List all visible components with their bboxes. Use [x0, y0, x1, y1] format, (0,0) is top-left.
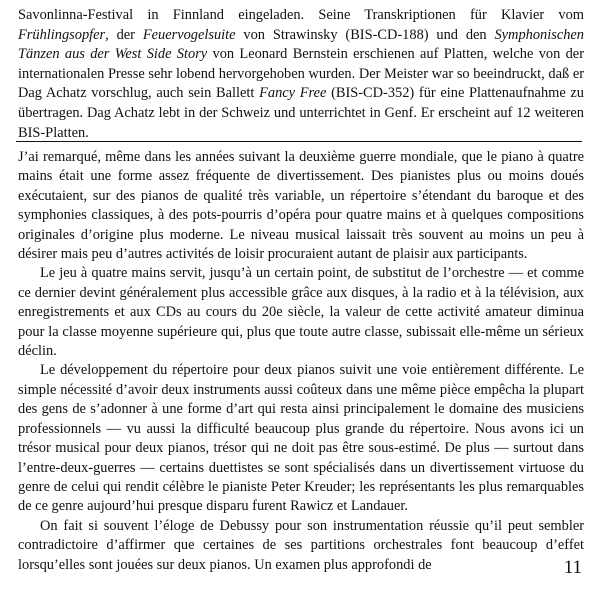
- french-paragraph-4: On fait si souvent l’éloge de Debussy pour son instrumentation réussie qu’il peut sembler contradictoire d’affirmer que certaines de ses partitions orchestrales font beaucoup d’effet lorsqu’elles sont jouées sur deux pianos. Un examen plus approfondi de: [18, 517, 584, 573]
- french-paragraph-3: Le développement du répertoire pour deux pianos suivit une voie entièrement différente. Le simple nécessité d’avoir deux instruments aussi coûteux dans une même pièce empêcha la plupart des gens de s’adonner à une forme d’art qui resta ainsi principalement le domaine des musiciens professionnels — vu aussi la difficulté beaucoup plus grande du répertoire. Nous avons ici un trésor musical pour deux pianos, trésor qui ne doit pas être sous-estimé. De plus — surtout dans l’entre-deux-guerres — certains duettistes se sont spécialisés dans un divertissement virtuose du genre de celui qui rendit célèbre le pianiste Peter Kreuder; les représentants les plus remarquables de ce genre aujourd’hui presque disparu furent Rawicz et Landauer.: [18, 362, 584, 515]
- work-title: Feuervogelsuite: [142, 26, 236, 43]
- text-run: (BIS-CD-352) für eine Plattenaufnahme zu übertragen. Dag Achatz lebt in der Schweiz und unterrichtet in Genf. Er erscheint auf 12 weiteren BIS-Platten.: [18, 85, 584, 141]
- work-title: Symphonischen Tänzen aus der West Side Story: [18, 26, 584, 63]
- text-run: von Leonard Bernstein erschienen auf Platten, welche von der internationalen Presse sehr lobend hervorgehoben wurden. Der Meister war so beeindruckt, daß er Dag Achatz vorschlug, auch sein Ballett: [18, 46, 584, 102]
- text-run: , der: [105, 26, 143, 43]
- text-run: von Strawinsky (BIS-CD-188) und den: [235, 26, 495, 43]
- german-text-block: [18, 6, 584, 143]
- french-text-block: [18, 148, 584, 575]
- french-paragraph-1: J’ai remarqué, même dans les années suivant la deuxième guerre mondiale, que le piano à quatre mains était une forme assez fréquente de divertissement. Des pianistes plus ou moins doués exécutaient, sur des pianos de qualité très variable, un répertoire s’étendant du baroque et des symphonies classiques, à des pots-pourris d’opéra pour quatre mains et à quelques compositions originales d’origine plus moderne. Le niveau musical laissait très souvent au moins un peu à désirer mais peu d’autres activités de loisir procuraient autant de plaisir aux participants.: [18, 149, 584, 263]
- page-number: 11: [563, 557, 582, 578]
- french-paragraph-2: Le jeu à quatre mains servit, jusqu’à un certain point, de substitut de l’orchestre — et comme ce dernier devint généralement plus accessible grâce aux disques, à la radio et à la télévision, aux enregistrements et aux CDs au cours du 20e siècle, la valeur de cette activité amateur diminua pour la classe moyenne supérieure qui, plus que toute autre classe, subissait elle-même un sérieux déclin.: [18, 265, 584, 360]
- section-divider: [16, 141, 582, 142]
- german-paragraph: [18, 6, 584, 143]
- text-run: Savonlinna-Festival in Finnland eingeladen. Seine Transkriptionen für Klavier vom: [18, 7, 584, 23]
- work-title: Frühlingsopfer: [18, 26, 106, 43]
- work-title: Fancy Free: [259, 85, 327, 102]
